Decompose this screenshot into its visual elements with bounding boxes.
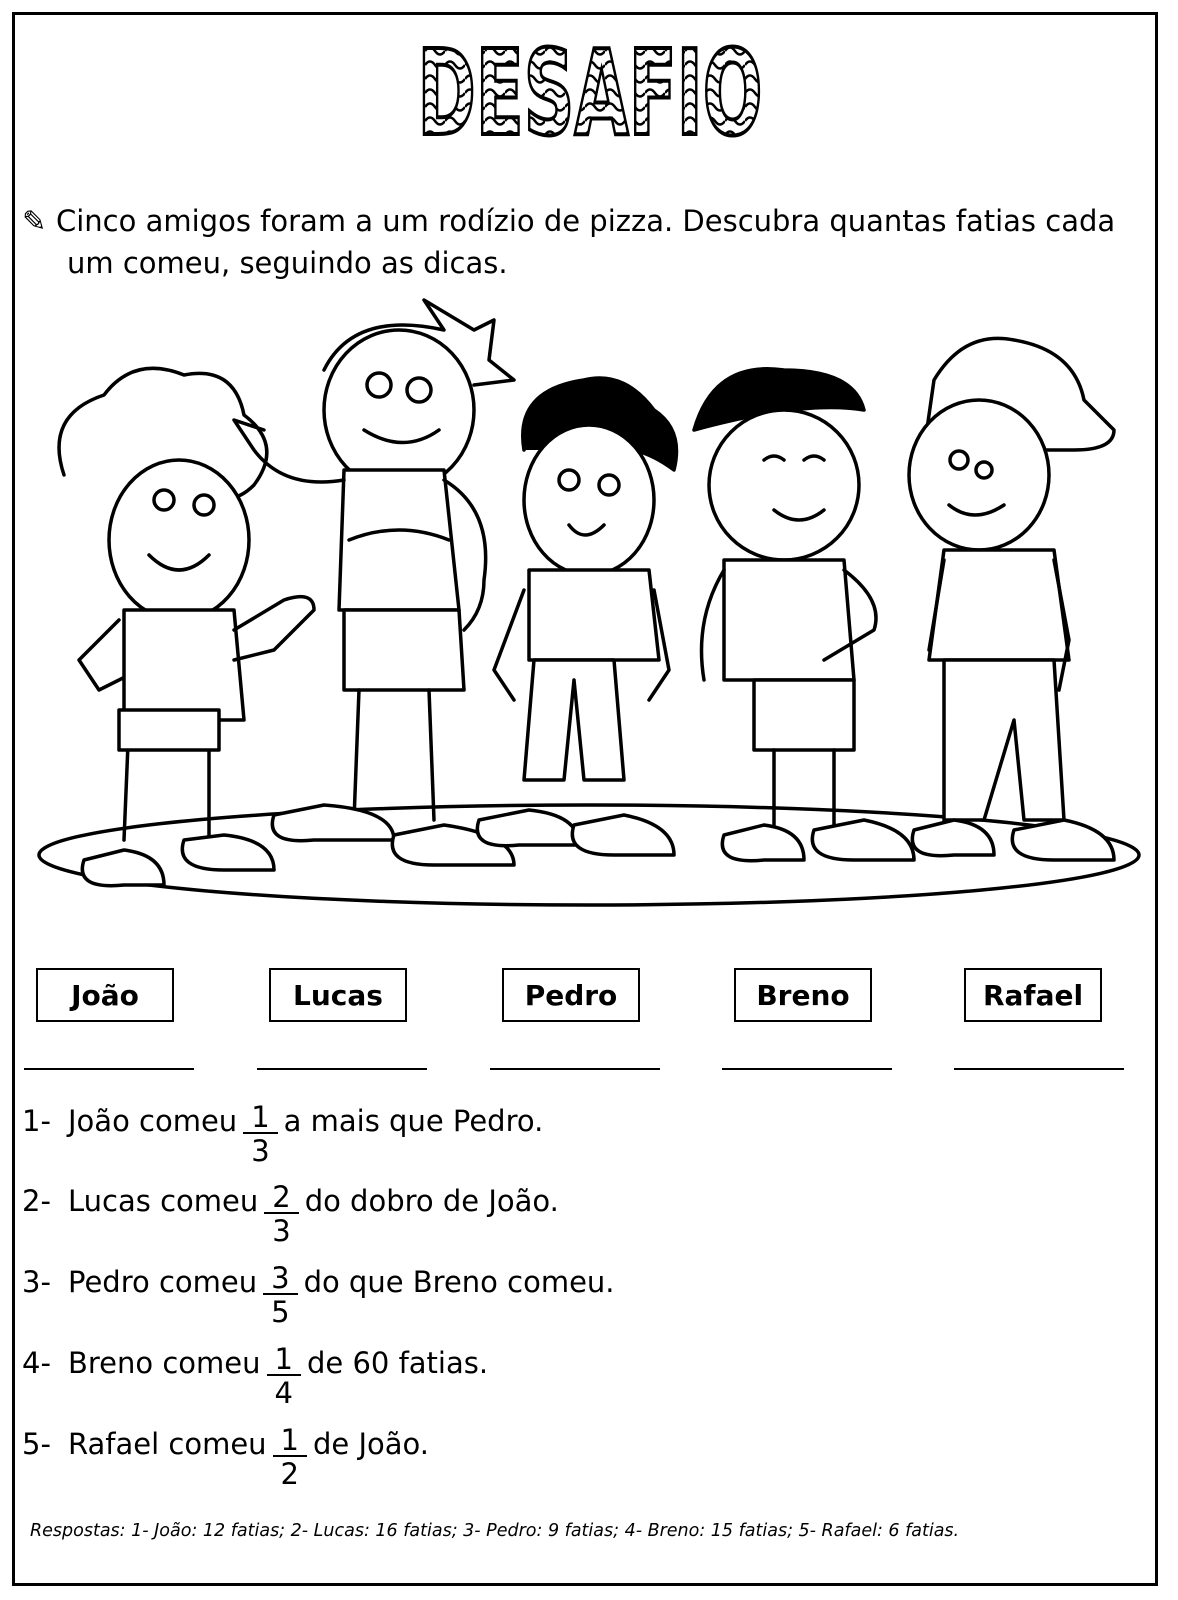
denominator: 2 bbox=[280, 1457, 299, 1491]
clue-number: 4- bbox=[22, 1346, 51, 1380]
clue-3 bbox=[22, 1261, 615, 1335]
pencil-icon: ✎ bbox=[22, 204, 47, 238]
title-graphic bbox=[405, 16, 775, 162]
breno-figure bbox=[694, 369, 914, 861]
fraction bbox=[267, 1344, 301, 1410]
clue-2 bbox=[22, 1180, 559, 1254]
denominator: 3 bbox=[251, 1134, 270, 1168]
clue-number: 1- bbox=[22, 1104, 51, 1138]
clue-text-before: Pedro comeu bbox=[68, 1265, 258, 1299]
pedro-figure bbox=[477, 378, 676, 855]
clue-5 bbox=[22, 1423, 429, 1497]
numerator: 1 bbox=[267, 1344, 301, 1376]
clue-text-after: do dobro de João. bbox=[304, 1184, 559, 1218]
numerator: 3 bbox=[263, 1263, 297, 1295]
denominator: 3 bbox=[272, 1214, 291, 1248]
clue-text-before: Rafael comeu bbox=[68, 1427, 267, 1461]
name-box-joao: João bbox=[36, 968, 174, 1022]
clue-text-before: Breno comeu bbox=[68, 1346, 261, 1380]
answers-footnote: Respostas: 1- João: 12 fatias; 2- Lucas: 16 fatias; 3- Pedro: 9 fatias; 4- Breno: 15 fatias; 5- Rafael: 6 fatias. bbox=[30, 1521, 960, 1541]
instruction-line-2: um comeu, seguindo as dicas. bbox=[67, 246, 508, 280]
fraction bbox=[273, 1425, 307, 1491]
clue-1 bbox=[22, 1100, 544, 1174]
answer-line-rafael[interactable] bbox=[954, 1068, 1124, 1070]
page-title bbox=[405, 16, 775, 162]
rafael-figure bbox=[909, 338, 1114, 860]
answer-line-breno[interactable] bbox=[722, 1068, 892, 1070]
denominator: 5 bbox=[271, 1295, 290, 1329]
name-box-rafael: Rafael bbox=[964, 968, 1102, 1022]
clue-text-before: João comeu bbox=[68, 1104, 238, 1138]
fraction bbox=[263, 1263, 297, 1329]
fraction bbox=[243, 1102, 277, 1168]
five-friends-illustration bbox=[24, 300, 1154, 920]
clue-text-after: de 60 fatias. bbox=[306, 1346, 489, 1380]
name-box-breno: Breno bbox=[734, 968, 872, 1022]
answer-line-pedro[interactable] bbox=[490, 1068, 660, 1070]
clue-text-before: Lucas comeu bbox=[68, 1184, 259, 1218]
clue-4 bbox=[22, 1342, 489, 1416]
numerator: 2 bbox=[264, 1182, 298, 1214]
svg-text:DESAFIO: DESAFIO bbox=[417, 24, 763, 162]
joao-figure bbox=[59, 368, 314, 885]
name-box-pedro: Pedro bbox=[502, 968, 640, 1022]
numerator: 1 bbox=[273, 1425, 307, 1457]
numerator: 1 bbox=[243, 1102, 277, 1134]
clue-text-after: de João. bbox=[313, 1427, 429, 1461]
clue-number: 2- bbox=[22, 1184, 51, 1218]
clue-text-after: do que Breno comeu. bbox=[303, 1265, 615, 1299]
clue-number: 5- bbox=[22, 1427, 51, 1461]
answer-line-joao[interactable] bbox=[24, 1068, 194, 1070]
answer-line-lucas[interactable] bbox=[257, 1068, 427, 1070]
name-box-lucas: Lucas bbox=[269, 968, 407, 1022]
clue-number: 3- bbox=[22, 1265, 51, 1299]
fraction bbox=[264, 1182, 298, 1248]
lucas-figure bbox=[234, 300, 514, 865]
denominator: 4 bbox=[274, 1376, 293, 1410]
instruction-line-1: Cinco amigos foram a um rodízio de pizza. Descubra quantas fatias cada bbox=[56, 204, 1116, 238]
instruction bbox=[22, 200, 1138, 284]
clue-text-after: a mais que Pedro. bbox=[283, 1104, 544, 1138]
